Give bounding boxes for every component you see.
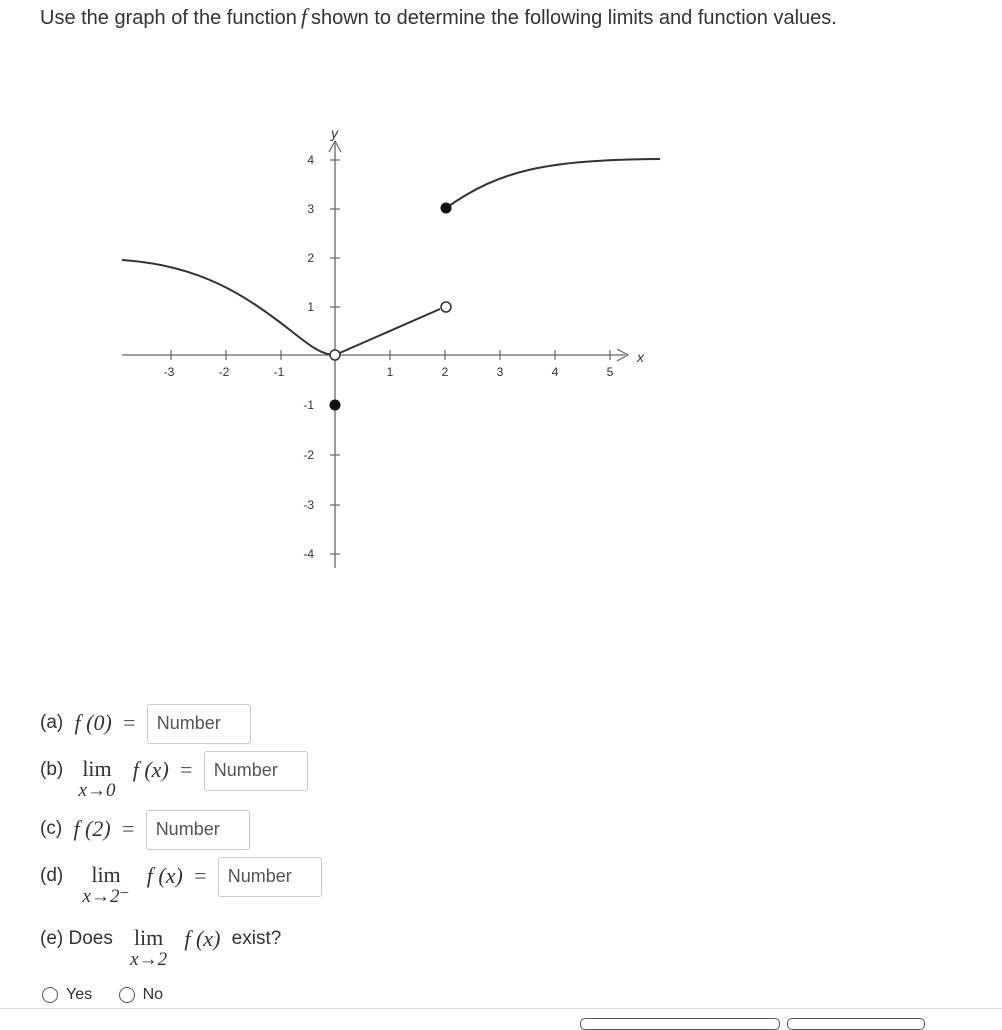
answer-e-options (42, 986, 185, 1008)
question-b-equals: = (180, 757, 193, 782)
question-d-equals: = (194, 863, 207, 888)
x-axis-label: x (637, 349, 644, 365)
x-tick-label: -2 (218, 365, 230, 379)
open-point-origin (330, 350, 340, 360)
question-b (40, 751, 308, 801)
y-tick-label: -3 (303, 498, 314, 512)
question-e-tail: exist? (231, 928, 282, 949)
question-e-label: (e) Does (40, 928, 113, 949)
radio-no-icon[interactable] (119, 987, 135, 1003)
answer-a-input[interactable]: Number (147, 704, 251, 744)
filled-point-2-3 (441, 203, 452, 214)
answer-c-input[interactable]: Number (146, 810, 250, 850)
filled-point-0-neg1 (330, 400, 341, 411)
question-b-expr: f (x) (132, 757, 169, 782)
curve-left-branch (122, 260, 335, 355)
x-tick-label: 2 (441, 365, 449, 379)
question-d-label: (d) (40, 865, 64, 886)
answer-d-input[interactable]: Number (218, 857, 322, 897)
option-yes[interactable] (42, 986, 92, 1004)
y-tick-label: -4 (303, 547, 314, 561)
question-a (40, 704, 251, 744)
prompt-function-symbol: f (300, 4, 307, 29)
question-d (40, 857, 322, 907)
y-tick-label: 3 (307, 202, 314, 216)
option-no[interactable] (119, 986, 163, 1004)
x-tick-label: 3 (496, 365, 504, 379)
x-tick-label: -1 (273, 365, 285, 379)
x-tick-label: -3 (163, 365, 175, 379)
question-a-equals: = (123, 710, 136, 735)
prompt-text-before: Use the graph of the function (40, 7, 297, 29)
question-e (40, 920, 281, 970)
y-tick-label: 1 (307, 300, 314, 314)
bottom-button-stub-right[interactable] (787, 1018, 925, 1030)
answer-b-input[interactable]: Number (204, 751, 308, 791)
x-tick-labels (164, 365, 614, 379)
curve-right-branch (446, 159, 660, 208)
question-c (40, 810, 250, 850)
bottom-button-stub-left[interactable] (580, 1018, 780, 1030)
y-tick-label: 4 (307, 153, 314, 167)
question-b-limit: lim x→0 (78, 756, 116, 801)
open-point-2-1 (441, 302, 451, 312)
option-yes-label: Yes (66, 986, 93, 1003)
question-d-expr: f (x) (146, 863, 183, 888)
question-b-label: (b) (40, 759, 64, 780)
x-tick-label: 4 (551, 365, 559, 379)
question-c-label: (c) (40, 818, 63, 839)
prompt-text-after: shown to determine the following limits and function values. (310, 7, 837, 29)
question-e-limit: lim x→2 (130, 925, 168, 970)
option-no-label: No (142, 986, 164, 1003)
x-tick-label: 1 (386, 365, 394, 379)
question-c-expr: f (2) (73, 816, 111, 841)
radio-yes-icon[interactable] (42, 987, 58, 1003)
y-tick-label: -2 (303, 448, 314, 462)
y-tick-label: 2 (307, 251, 314, 265)
y-axis-label: y (331, 125, 338, 141)
question-c-equals: = (121, 816, 135, 841)
y-tick-labels (303, 153, 314, 561)
question-a-expr: f (0) (74, 710, 112, 735)
bottom-divider (0, 1008, 1002, 1009)
question-d-limit: lim x→2⁻ (82, 862, 130, 907)
x-tick-label: 5 (606, 365, 614, 379)
question-a-label: (a) (40, 712, 64, 733)
question-e-expr: f (x) (184, 926, 221, 951)
y-tick-label: -1 (303, 398, 314, 412)
curve-middle-segment (335, 309, 440, 355)
